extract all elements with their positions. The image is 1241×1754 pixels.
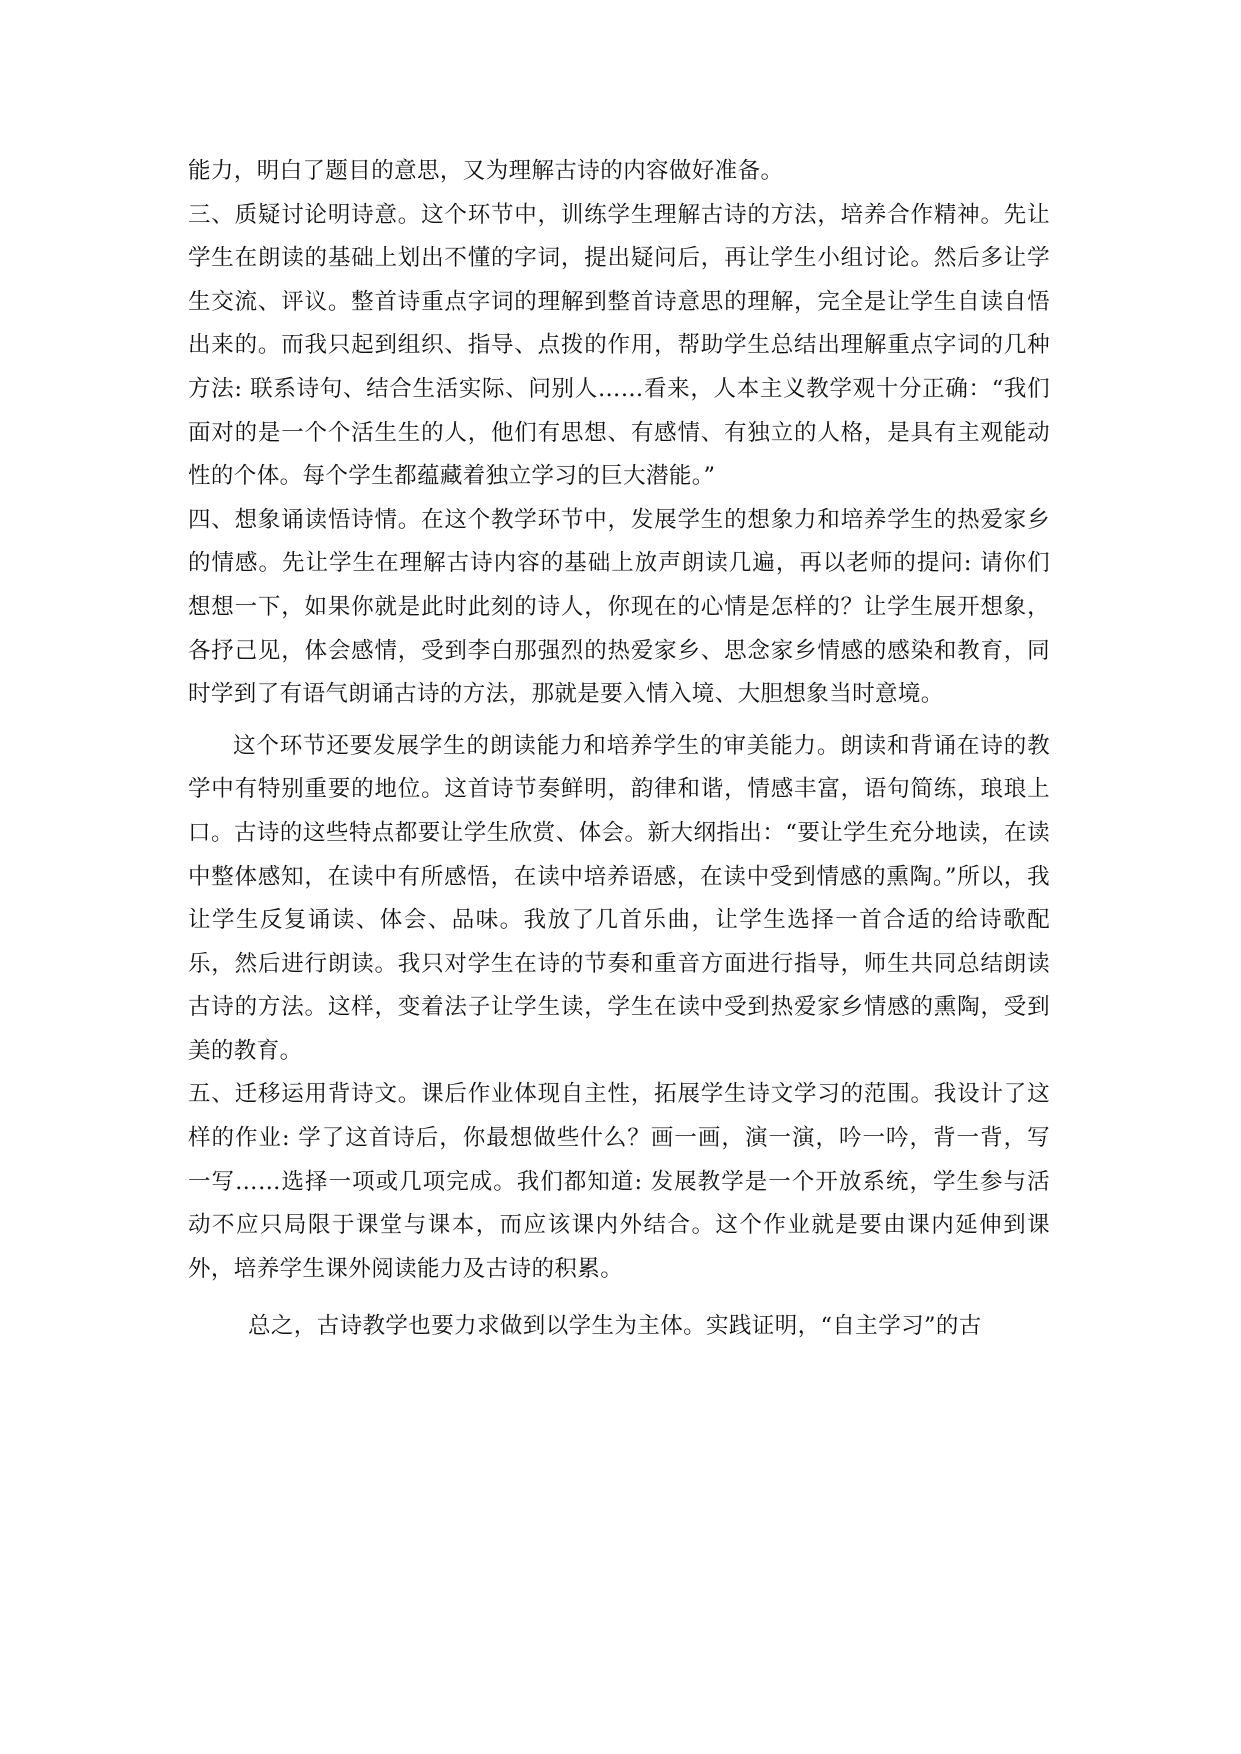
paragraph-continuation: 能力，明白了题目的意思，又为理解古诗的内容做好准备。 — [188, 158, 784, 184]
document-body — [188, 150, 1050, 1349]
paragraph-section-four: 四、想象诵读悟诗情。在这个教学环节中，发展学生的想象力和培养学生的热爱家乡的情感。先让学生在理解古诗内容的基础上放声朗读几遍，再以老师的提问: 请你们想想一下，如果你就是此时此刻的诗人，你现在的心情是怎样的？让学生展开想象，各抒己见，体会感情，受到李白那强烈的热爱家乡、思念家乡情感的感染和教育，同时学到了有语气朗诵古诗的方法，那就是要入情入境、大胆想象当时意境。 — [188, 506, 1050, 708]
paragraph-summary: 总之，古诗教学也要力求做到以学生为主体。实践证明，“自主学习”的古 — [248, 1313, 982, 1340]
paragraph-reading-ability: 这个环节还要发展学生的朗读能力和培养学生的审美能力。朗读和背诵在诗的教学中有特别重要的地位。这首诗节奏鲜明，韵律和谐，情感丰富，语句简练，琅琅上口。古诗的这些特点都要让学生欣赏、体会。新大纲指出：“要让学生充分地读，在读中整体感知，在读中有所感悟，在读中培养语感，在读中受到情感的熏陶。”所以，我让学生反复诵读、体会、品味。我放了几首乐曲，让学生选择一首合适的给诗歌配乐，然后进行朗读。我只对学生在诗的节奏和重音方面进行指导，师生共同总结朗读古诗的方法。这样，变着法子让学生读，学生在读中受到热爱家乡情感的熏陶，受到美的教育。 — [188, 732, 1050, 1064]
paragraph-section-three: 三、质疑讨论明诗意。这个环节中，训练学生理解古诗的方法，培养合作精神。先让学生在朗读的基础上划出不懂的字词，提出疑问后，再让学生小组讨论。然后多让学生交流、评议。整首诗重点字词的理解到整首诗意思的理解，完全是让学生自读自悟出来的。而我只起到组织、指导、点拨的作用，帮助学生总结出理解重点字词的几种方法: 联系诗句、结合生活实际、问别人……看来，人本主义教学观十分正确：“我们面对的是一个个活生生的人，他们有思想、有感情、有独立的人格，是具有主观能动性的个体。每个学生都蕴藏着独立学习的巨大潜能。” — [188, 201, 1050, 490]
paragraph-section-five: 五、迁移运用背诗文。课后作业体现自主性，拓展学生诗文学习的范围。我设计了这样的作业: 学了这首诗后，你最想做些什么？画一画，演一演，吟一吟，背一背，写一写……选择一项或几项完成。我们都知道: 发展教学是一个开放系统，学生参与活动不应只局限于课堂与课本，而应该课内外结合。这个作业就是要由课内延伸到课外，培养学生课外阅读能力及古诗的积累。 — [188, 1081, 1050, 1282]
